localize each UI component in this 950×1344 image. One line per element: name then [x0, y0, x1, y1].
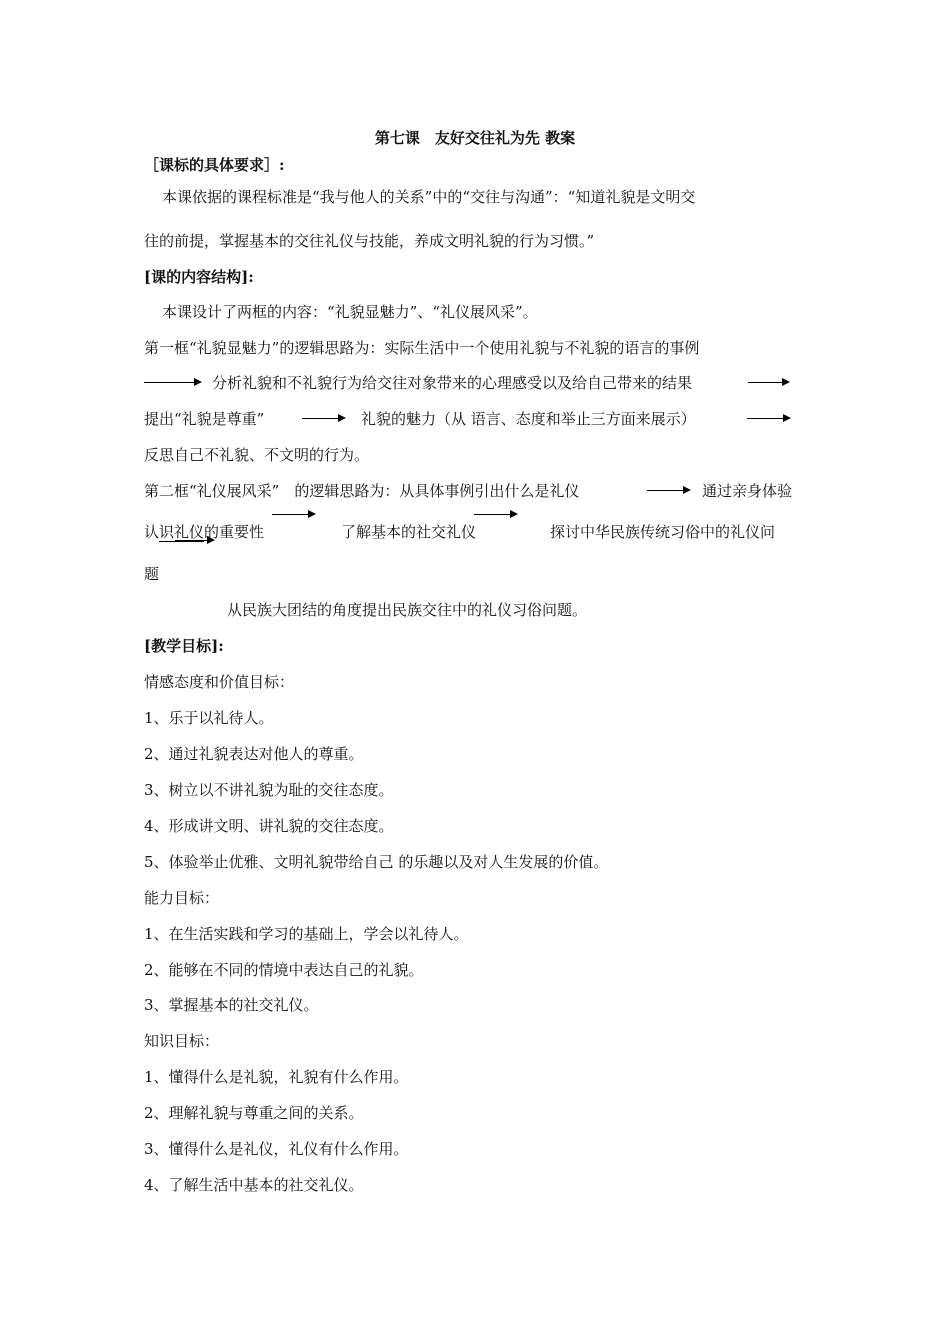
standards-heading: ［课标的具体要求］:	[144, 156, 285, 174]
frame1-line-3a: 提出“礼貌是尊重”	[144, 410, 265, 428]
frame2-line-2a-post: 的重要性	[204, 523, 265, 541]
list-item: 1、懂得什么是礼貌，礼貌有什么作用。	[144, 1068, 409, 1086]
frame2-line-2b: 了解基本的社交礼仪	[341, 523, 477, 541]
list-item: 3、懂得什么是礼仪，礼仪有什么作用。	[144, 1140, 409, 1158]
frame2-line-2a-pre: 认	[144, 523, 160, 541]
frame2-line-2c: 探讨中华民族传统习俗中的礼仪问	[550, 523, 776, 541]
flow-arrow-icon	[272, 514, 314, 515]
list-item: 4、形成讲文明、讲礼貌的交往态度。	[144, 817, 394, 835]
flow-arrow-icon	[747, 418, 789, 419]
flow-arrow-icon	[175, 540, 213, 541]
structure-heading: [课的内容结构]:	[144, 268, 254, 286]
frame2-line-4: 从民族大团结的角度提出民族交往中的礼仪习俗问题。	[227, 601, 588, 619]
flow-arrow-icon	[647, 490, 689, 491]
frame2-line-2a	[144, 522, 264, 542]
list-item: 5、体验举止优雅、文明礼貌带给自己 的乐趣以及对人生发展的价值。	[144, 853, 609, 871]
list-item: 3、掌握基本的社交礼仪。	[144, 996, 319, 1014]
frame1-line-3b: 礼貌的魅力（从 语言、态度和举止三方面来展示）	[361, 410, 696, 428]
flow-arrow-icon	[748, 382, 788, 383]
flow-arrow-icon	[474, 514, 516, 515]
document-title: 第七课 友好交往礼为先 教案	[374, 129, 576, 147]
list-item: 4、了解生活中基本的社交礼仪。	[144, 1176, 364, 1194]
goals-heading: [教学目标]:	[144, 637, 224, 655]
frame2-line-1a: 第二框“礼仪展风采” 的逻辑思路为：从具体事例引出什么是礼仪	[144, 482, 580, 500]
ability-goals-heading: 能力目标：	[144, 889, 220, 907]
list-item: 3、树立以不讲礼貌为耻的交往态度。	[144, 781, 394, 799]
frame2-line-2a-underlined: 识礼仪	[159, 523, 205, 541]
frame1-line-4: 反思自己不礼貌、不文明的行为。	[144, 446, 370, 464]
list-item: 1、在生活实践和学习的基础上，学会以礼待人。	[144, 925, 469, 943]
knowledge-goals-heading: 知识目标：	[144, 1032, 220, 1050]
flow-arrow-icon	[302, 418, 344, 419]
flow-arrow-icon	[144, 382, 200, 383]
structure-intro: 本课设计了两框的内容：“礼貌显魅力”、“礼仪展风采”。	[162, 303, 538, 321]
emotion-goals-heading: 情感态度和价值目标：	[144, 673, 295, 691]
standards-paragraph-line-1: 本课依据的课程标准是“我与他人的关系”中的“交往与沟通”：“知道礼貌是文明交	[162, 188, 696, 206]
frame1-line-1: 第一框“礼貌显魅力”的逻辑思路为：实际生活中一个使用礼貌与不礼貌的语言的事例	[144, 339, 700, 357]
list-item: 2、能够在不同的情境中表达自己的礼貌。	[144, 961, 424, 979]
frame1-line-2: 分析礼貌和不礼貌行为给交往对象带来的心理感受以及给自己带来的结果	[212, 374, 693, 392]
list-item: 1、乐于以礼待人。	[144, 709, 274, 727]
list-item: 2、通过礼貌表达对他人的尊重。	[144, 745, 364, 763]
frame2-line-3: 题	[144, 565, 160, 583]
standards-paragraph-line-2: 往的前提，掌握基本的交往礼仪与技能，养成文明礼貌的行为习惯。”	[144, 232, 595, 250]
frame2-line-1b: 通过亲身体验	[702, 482, 793, 500]
list-item: 2、理解礼貌与尊重之间的关系。	[144, 1104, 364, 1122]
